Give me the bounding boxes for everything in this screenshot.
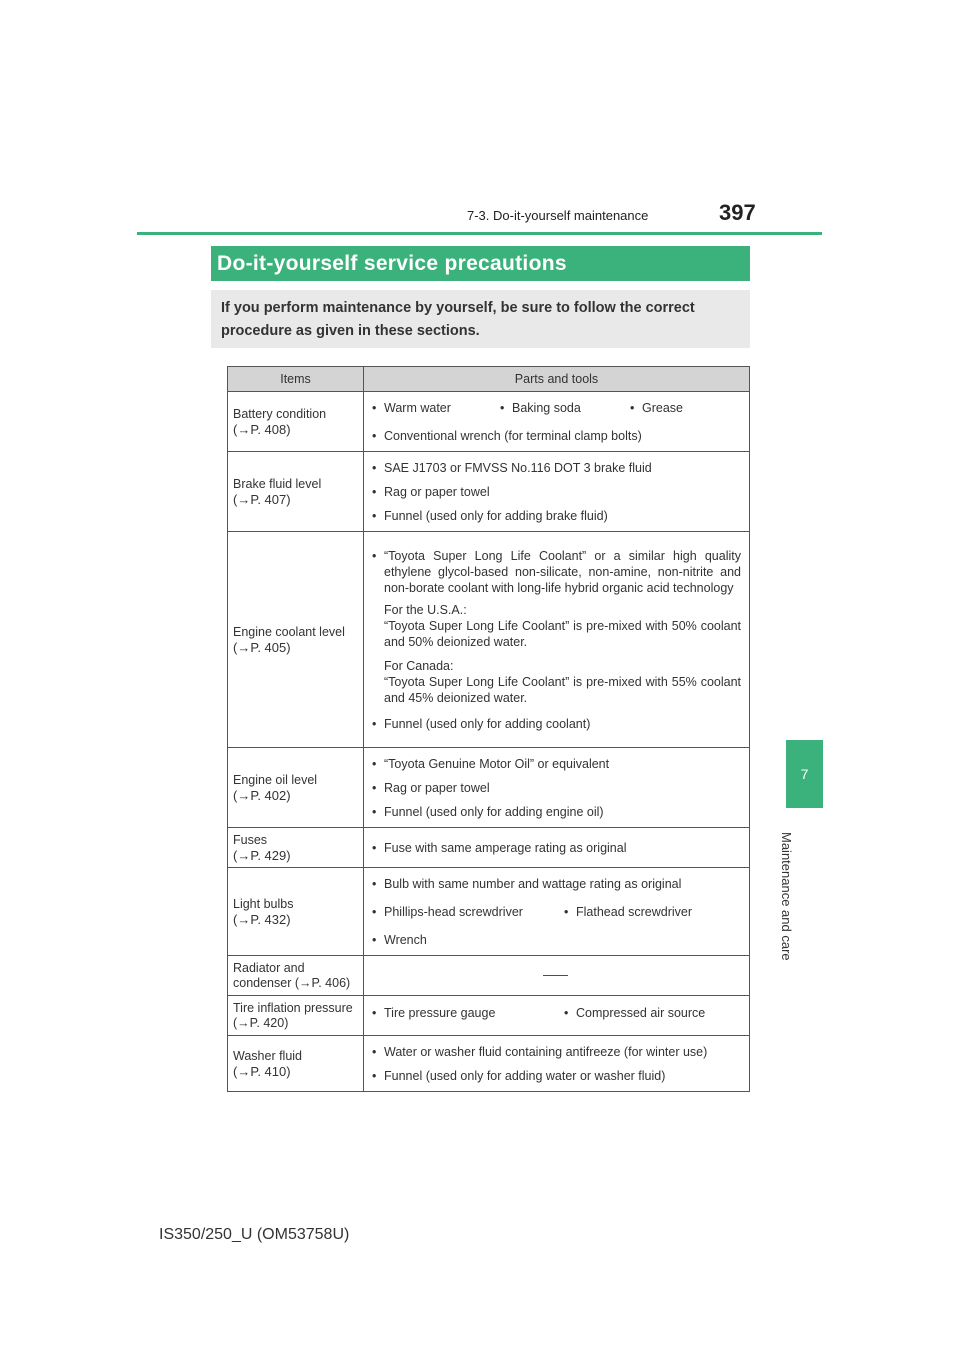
item-cell bbox=[228, 996, 364, 1036]
list-item: • Funnel (used only for adding water or washer fluid) bbox=[370, 1068, 741, 1084]
parts-cell bbox=[364, 868, 750, 956]
parts-cell: —— bbox=[364, 956, 750, 996]
column-header-parts: Parts and tools bbox=[364, 367, 750, 392]
parts-cell bbox=[364, 748, 750, 828]
item-name: Fuses bbox=[233, 832, 268, 847]
list-item: • Rag or paper towel bbox=[370, 780, 741, 796]
list-item: • Flathead screwdriver bbox=[562, 904, 692, 920]
table-row bbox=[228, 748, 750, 828]
parts-table bbox=[227, 366, 750, 1092]
item-cell bbox=[228, 956, 364, 996]
parts-cell bbox=[364, 452, 750, 532]
item-cell bbox=[228, 828, 364, 868]
list-item: • Compressed air source bbox=[562, 1005, 705, 1021]
note-label: For the U.S.A.: bbox=[384, 603, 467, 617]
item-cell bbox=[228, 532, 364, 748]
item-cell bbox=[228, 1036, 364, 1092]
note-label: For Canada: bbox=[384, 659, 454, 673]
table-row bbox=[228, 996, 750, 1036]
item-cell bbox=[228, 868, 364, 956]
item-name: Washer fluid bbox=[233, 1048, 303, 1063]
footer-model-code: IS350/250_U (OM53758U) bbox=[159, 1226, 350, 1243]
page-reference: (→P. 402) bbox=[233, 787, 291, 803]
list-item: • Baking soda bbox=[498, 400, 628, 416]
list-item: • Funnel (used only for adding brake fluid) bbox=[370, 508, 741, 524]
item-cell bbox=[228, 452, 364, 532]
page-title: Do-it-yourself service precautions bbox=[211, 246, 750, 281]
list-item: • Wrench bbox=[370, 932, 741, 948]
parts-cell bbox=[364, 1036, 750, 1092]
list-item: • “Toyota Genuine Motor Oil” or equivalent bbox=[370, 756, 741, 772]
page-reference: (→P. 408) bbox=[233, 421, 291, 437]
list-item: • Rag or paper towel bbox=[370, 484, 741, 500]
item-name: Engine oil level bbox=[233, 772, 318, 787]
parts-cell bbox=[364, 996, 750, 1036]
item-cell bbox=[228, 392, 364, 452]
list-item: • SAE J1703 or FMVSS No.116 DOT 3 brake fluid bbox=[370, 460, 741, 476]
page-reference: (→P. 405) bbox=[233, 639, 291, 655]
item-name: Battery condition bbox=[233, 406, 327, 421]
parts-cell bbox=[364, 392, 750, 452]
table-row bbox=[228, 392, 750, 452]
chapter-tab[interactable]: 7 bbox=[786, 740, 823, 808]
item-name: Radiator and condenser (→P. 406) bbox=[233, 960, 351, 990]
list-item: • Grease bbox=[628, 400, 683, 422]
list-item: • Tire pressure gauge bbox=[370, 1005, 562, 1021]
page-number: 397 bbox=[719, 200, 756, 225]
page-reference: (→P. 432) bbox=[233, 911, 291, 927]
chapter-label: Maintenance and care bbox=[779, 832, 794, 961]
item-name: Brake fluid level bbox=[233, 476, 322, 491]
list-item: • Warm water bbox=[370, 400, 498, 416]
item-name: Light bulbs bbox=[233, 896, 294, 911]
item-cell bbox=[228, 748, 364, 828]
header-rule bbox=[137, 232, 822, 235]
coolant-note-usa bbox=[370, 602, 741, 650]
table-row bbox=[228, 1036, 750, 1092]
list-item: • Phillips-head screwdriver bbox=[370, 904, 562, 920]
table-row bbox=[228, 956, 750, 996]
list-item: • Conventional wrench (for terminal clamp bolts) bbox=[370, 428, 741, 444]
note-text: “Toyota Super Long Life Coolant” is pre-mixed with 50% coolant and 50% deionized water. bbox=[384, 619, 741, 649]
intro-text: If you perform maintenance by yourself, be sure to follow the correct procedure as given in these sections. bbox=[211, 290, 750, 348]
list-item: • Bulb with same number and wattage rating as original bbox=[370, 876, 741, 892]
column-header-items: Items bbox=[228, 367, 364, 392]
table-row bbox=[228, 868, 750, 956]
table-row bbox=[228, 532, 750, 748]
list-item: • Water or washer fluid containing antifreeze (for winter use) bbox=[370, 1044, 741, 1060]
table-row bbox=[228, 828, 750, 868]
table-row bbox=[228, 452, 750, 532]
item-name: Tire inflation pressure (→P. 420) bbox=[233, 1000, 353, 1030]
coolant-note-canada bbox=[370, 658, 741, 706]
parts-cell bbox=[364, 828, 750, 868]
list-item: • Funnel (used only for adding coolant) bbox=[370, 716, 741, 732]
list-item: • Fuse with same amperage rating as original bbox=[370, 840, 741, 856]
note-text: “Toyota Super Long Life Coolant” is pre-mixed with 55% coolant and 45% deionized water. bbox=[384, 675, 741, 705]
page-reference: (→P. 410) bbox=[233, 1063, 291, 1079]
item-name: Engine coolant level bbox=[233, 624, 345, 639]
section-heading: 7-3. Do-it-yourself maintenance bbox=[467, 208, 649, 223]
table-header-row bbox=[228, 367, 750, 392]
list-item: • “Toyota Super Long Life Coolant” or a similar high quality ethylene glycol-based non-silicate, non-amine, non-nitrite and non-borate coolant with long-life hybrid organic acid technology bbox=[370, 548, 741, 596]
list-item: • Funnel (used only for adding engine oil) bbox=[370, 804, 741, 820]
parts-cell bbox=[364, 532, 750, 748]
page-reference: (→P. 407) bbox=[233, 491, 291, 507]
page-reference: (→P. 429) bbox=[233, 847, 291, 863]
